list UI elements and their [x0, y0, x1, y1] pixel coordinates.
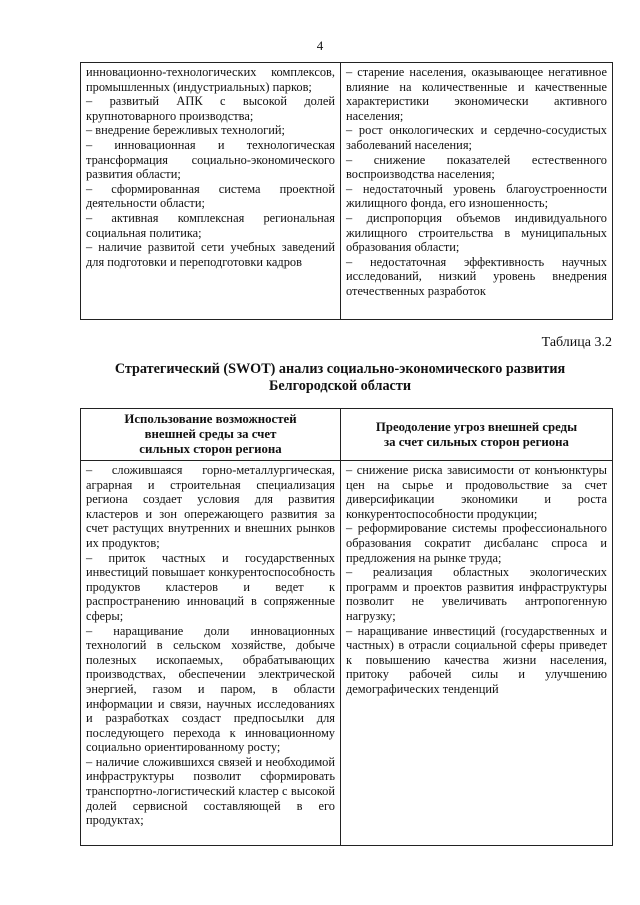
- list-item: – наращивание доли инновационных технологий в сельском хозяйстве, добыче полезных ископаемых, обрабатывающих производствах, обеспечении электрической энергией, газом и паром, в области информации и связи, научных исследованиях и разработках создаст предпосылки для последующего перехода к инновационному социально ориентированному росту;: [86, 623, 335, 755]
- right-cell: [341, 461, 613, 846]
- list-item: – наличие развитой сети учебных заведений для подготовки и переподготовки кадров: [86, 240, 335, 269]
- header-right: [341, 409, 613, 461]
- table-row: [81, 461, 613, 846]
- left-cell: [81, 461, 341, 846]
- continuation-table: [80, 62, 613, 320]
- list-item: – внедрение бережливых технологий;: [86, 123, 285, 138]
- list-item: – наращивание инвестиций (государственных и частных) в отрасли социальной сферы приведет к повышению качества жизни населения, притоку рабочей силы и улучшению демографических тенденций: [346, 623, 607, 696]
- list-item: – сложившаяся горно-металлургическая, аграрная и строительная специализация региона создает условия для развития кластеров и зон опережающего развития за счет растущих внутренних и внешних рынков их продуктов;: [86, 463, 335, 550]
- table-title: [90, 361, 590, 395]
- list-item: – снижение показателей естественного воспроизводства населения;: [346, 152, 607, 182]
- list-item: – инновационная и технологическая трансформация социально-экономического развития области;: [86, 137, 335, 182]
- list-item: – недостаточная эффективность научных исследований, низкий уровень внедрения отечественных разработок: [346, 254, 607, 298]
- right-cell: [341, 63, 613, 320]
- header-left: [81, 409, 341, 461]
- list-item: – наличие сложившихся связей и необходимой инфраструктуры позволит сформировать транспортно-логистический кластер с высокой долей сервисной составляющей в его продуктах;: [86, 754, 335, 828]
- list-item: – приток частных и государственных инвестиций повышает конкурентоспособность продуктов кластеров и ведет к распространению инноваций в сопряженные сферы;: [86, 550, 335, 623]
- table-title-line: Стратегический (SWOT) анализ социально-экономического развития: [114, 361, 566, 377]
- list-item: – рост онкологических и сердечно-сосудистых заболеваний населения;: [346, 123, 607, 152]
- table-title-line: Белгородской области: [269, 378, 411, 394]
- header-row: [81, 409, 613, 461]
- table-label: Таблица 3.2: [541, 335, 612, 350]
- list-item: – активная комплексная региональная социальная политика;: [86, 210, 335, 240]
- list-item: – развитый АПК с высокой долей крупнотоварного производства;: [86, 94, 335, 123]
- list-item: – старение населения, оказывающее негативное влияние на количественные и качественные характеристики экономически активного населения;: [346, 65, 607, 123]
- left-cell: [81, 63, 341, 320]
- list-item: инновационно-технологических комплексов, промышленных (индустриальных) парков;: [86, 65, 335, 94]
- list-item: – недостаточный уровень благоустроенности жилищного фонда, его изношенность;: [346, 181, 607, 211]
- list-item: – снижение риска зависимости от конъюнктуры цен на сырье и продовольствие за счет диверсификации экономики и роста конкурентоспособности продукции;: [346, 463, 607, 521]
- header-line: Преодоление угроз внешней среды: [375, 419, 578, 434]
- list-item: – реализация областных экологических программ и проектов развития инфраструктуры позволит не увеличивать антропогенную нагрузку;: [346, 565, 607, 623]
- list-item: – сформированная система проектной деятельности области;: [86, 181, 335, 211]
- table-row: [81, 63, 613, 320]
- header-line: внешней среды за счет: [144, 427, 277, 441]
- header-line: Использование возможностей: [124, 412, 297, 426]
- list-item: – реформирование системы профессионального образования сократит дисбаланс спроса и предложения на рынке труда;: [346, 521, 607, 565]
- list-item: – диспропорция объемов индивидуального жилищного строительства в муниципальных образования области;: [346, 210, 607, 255]
- header-line: за счет сильных сторон региона: [384, 434, 569, 449]
- header-line: сильных сторон региона: [139, 442, 282, 456]
- swot-table: [80, 408, 613, 846]
- page-number: 4: [316, 38, 324, 53]
